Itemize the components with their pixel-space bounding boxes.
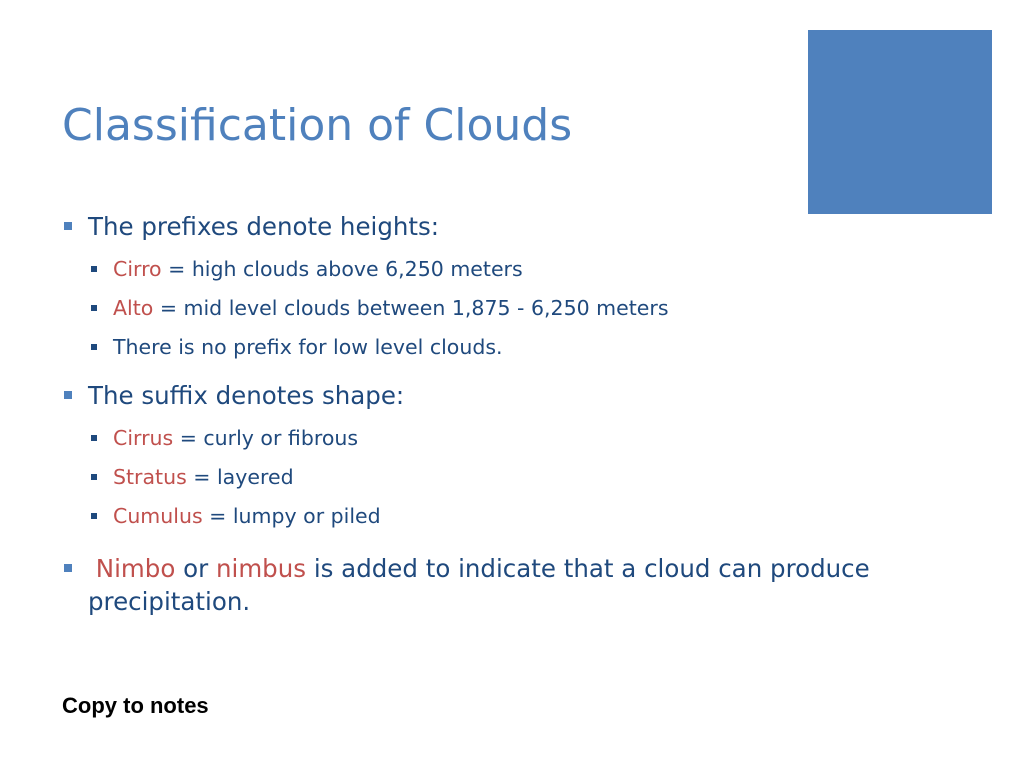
term-highlight: Alto [113,296,154,320]
square-bullet-icon [91,266,97,272]
term-highlight: Stratus [113,465,187,489]
slide-title: Classification of Clouds [62,100,573,151]
square-bullet-icon [64,222,72,230]
bullet-nimbus [62,552,882,618]
bullet-text: The suffix denotes shape: [88,381,405,410]
bullet-prefixes [62,210,882,244]
slide-content [62,210,882,618]
square-bullet-icon [91,435,97,441]
sub-bullet-cirrus [62,424,882,452]
sub-bullet-alto [62,294,882,322]
square-bullet-icon [64,391,72,399]
term-highlight: Cumulus [113,504,203,528]
term-highlight: nimbus [215,554,307,583]
copy-to-notes-label: Copy to notes [62,693,209,718]
square-bullet-icon [64,564,72,572]
sub-bullet-text: = curly or fibrous [173,426,359,450]
square-bullet-icon [91,513,97,519]
square-bullet-icon [91,474,97,480]
sub-bullet-text: = mid level clouds between 1,875 - 6,250 meters [153,296,669,320]
bullet-text: is added to indicate that a cloud can produce precipitation. [88,554,870,616]
sub-bullet-stratus [62,463,882,491]
sub-bullet-no-prefix [62,333,882,361]
sub-bullet-text: There is no prefix for low level clouds. [113,335,503,359]
term-highlight: Cirrus [113,426,174,450]
term-highlight: Nimbo [88,554,176,583]
accent-square [808,30,992,214]
sub-bullet-text: = layered [186,465,294,489]
sub-bullet-text: = lumpy or piled [202,504,381,528]
bullet-text: The prefixes denote heights: [88,212,440,241]
sub-bullet-text: = high clouds above 6,250 meters [161,257,523,281]
term-highlight: Cirro [113,257,162,281]
bullet-text: or [175,554,216,583]
square-bullet-icon [91,344,97,350]
bullet-suffix [62,379,882,413]
sub-bullet-cumulus [62,502,882,530]
square-bullet-icon [91,305,97,311]
sub-bullet-cirro [62,255,882,283]
